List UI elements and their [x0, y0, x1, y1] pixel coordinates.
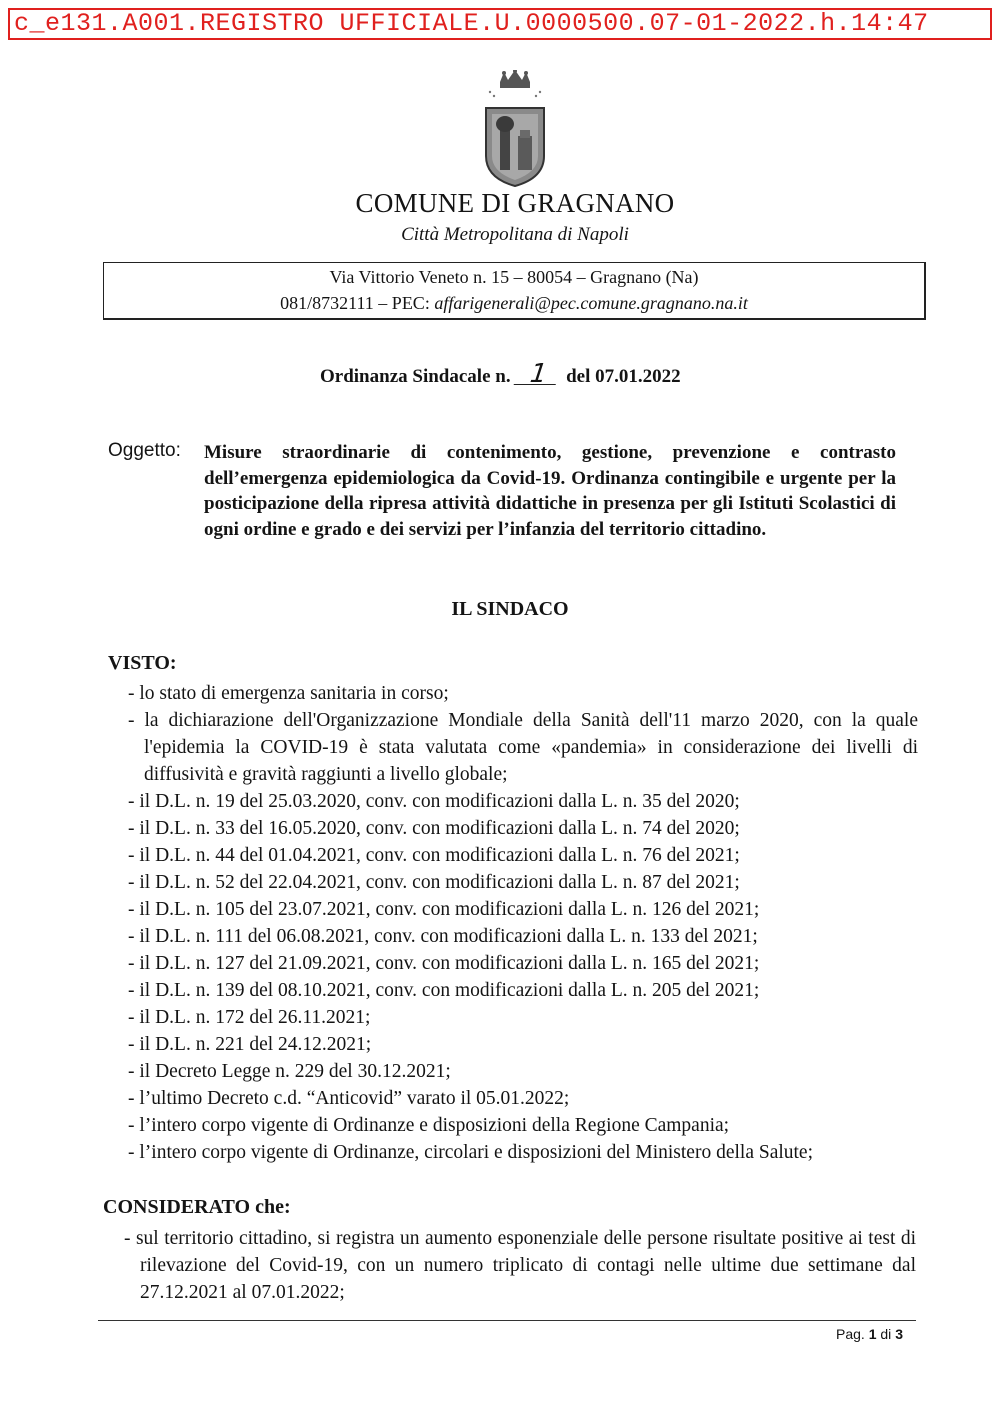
oggetto-label: Oggetto:	[108, 440, 181, 461]
oggetto-text: Misure straordinarie di contenimento, gestione, prevenzione e contrasto dell’emergenza epidemiologica da Covid-19. Ordinanza contingibile e urgente per la posticipazione della ripresa attività didattiche in presenza per gli Istituti Scolastici di ogni ordine e grado e dei servizi per l’infanzia del territorio cittadino.	[204, 442, 896, 540]
list-item: - il D.L. n. 33 del 16.05.2020, conv. con modificazioni dalla L. n. 74 del 2020;	[128, 818, 740, 839]
ordinanza-date: del 07.01.2022	[566, 366, 681, 387]
list-item: - il D.L. n. 44 del 01.04.2021, conv. con modificazioni dalla L. n. 76 del 2021;	[128, 845, 740, 866]
registry-stamp: c_e131.A001.REGISTRO UFFICIALE.U.0000500.07-01-2022.h.14:47	[8, 8, 992, 40]
page-current: 1	[868, 1326, 877, 1342]
coat-of-arms-icon	[480, 70, 550, 190]
phone-text: 081/8732111 – PEC:	[280, 293, 435, 313]
list-item: - il D.L. n. 172 del 26.11.2021;	[128, 1007, 371, 1028]
ordinanza-number: 1	[514, 364, 563, 385]
list-item: - il D.L. n. 105 del 23.07.2021, conv. con modificazioni dalla L. n. 126 del 2021;	[128, 899, 760, 920]
list-item: - sul territorio cittadino, si registra un aumento esponenziale delle persone risultate positive ai test di rilevazione del Covid-19, con un numero triplicato di contagi nelle ultime due settimane dal 27.12.2021 al 07.01.2022;	[124, 1228, 916, 1303]
list-item: - il D.L. n. 221 del 24.12.2021;	[128, 1034, 372, 1055]
list-item: - il Decreto Legge n. 229 del 30.12.2021;	[128, 1061, 451, 1082]
citta-subtitle: Città Metropolitana di Napoli	[401, 224, 629, 245]
considerato-list	[124, 1225, 916, 1306]
address-box	[103, 262, 926, 320]
considerato-heading: CONSIDERATO che:	[103, 1196, 291, 1218]
page-prefix: Pag.	[836, 1326, 865, 1342]
list-item: - il D.L. n. 111 del 06.08.2021, conv. con modificazioni dalla L. n. 133 del 2021;	[128, 926, 758, 947]
ordinanza-title	[320, 359, 681, 389]
list-item: - la dichiarazione dell'Organizzazione Mondiale della Sanità dell'11 marzo 2020, con la quale l'epidemia la COVID-19 è stata valutata come «pandemia» in considerazione dei livelli di diffusività e gravità raggiunti a livello globale;	[128, 710, 918, 785]
contact-line	[104, 293, 924, 314]
list-item: - il D.L. n. 127 del 21.09.2021, conv. con modificazioni dalla L. n. 165 del 2021;	[128, 953, 760, 974]
page-total: 3	[895, 1326, 903, 1342]
page-number	[836, 1326, 903, 1342]
list-item: - l’ultimo Decreto c.d. “Anticovid” varato il 05.01.2022;	[128, 1088, 570, 1109]
list-item: - lo stato di emergenza sanitaria in corso;	[128, 683, 449, 704]
visto-list	[128, 680, 918, 1166]
il-sindaco-heading: IL SINDACO	[451, 598, 569, 620]
list-item: - il D.L. n. 52 del 22.04.2021, conv. con modificazioni dalla L. n. 87 del 2021;	[128, 872, 740, 893]
list-item: - l’intero corpo vigente di Ordinanze, circolari e disposizioni del Ministero della Salute;	[128, 1142, 814, 1163]
comune-title: COMUNE DI GRAGNANO	[355, 188, 675, 218]
list-item: - l’intero corpo vigente di Ordinanze e disposizioni della Regione Campania;	[128, 1115, 730, 1136]
address-line: Via Vittorio Veneto n. 15 – 80054 – Gragnano (Na)	[329, 267, 699, 287]
ordinanza-prefix: Ordinanza Sindacale n.	[320, 366, 511, 387]
pec-email: affarigenerali@pec.comune.gragnano.na.it	[434, 293, 748, 313]
page-of: di	[880, 1326, 892, 1342]
visto-heading: VISTO:	[108, 652, 177, 674]
footer-divider	[98, 1320, 916, 1321]
list-item: - il D.L. n. 139 del 08.10.2021, conv. con modificazioni dalla L. n. 205 del 2021;	[128, 980, 760, 1001]
list-item: - il D.L. n. 19 del 25.03.2020, conv. con modificazioni dalla L. n. 35 del 2020;	[128, 791, 740, 812]
